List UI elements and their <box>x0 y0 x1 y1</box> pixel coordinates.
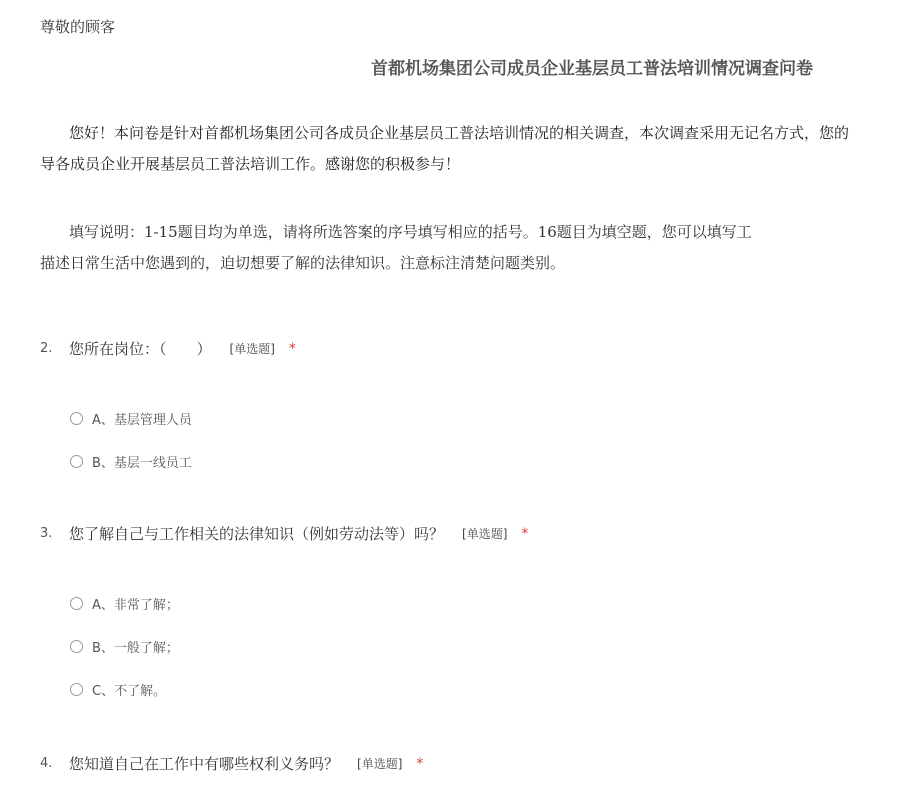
intro-line-1-text: 您好！本问卷是针对首都机场集团公司各成员企业基层员工普法培训情况的相关调查，本次调查采用无记名方式，您的 <box>69 124 850 142</box>
question-type-badge: [单选题] <box>462 527 508 541</box>
question-text: 您了解自己与工作相关的法律知识（例如劳动法等）吗？ <box>69 525 445 543</box>
intro-line-2: 导各成员企业开展基层员工普法培训工作。感谢您的积极参与！ <box>40 155 461 173</box>
option-q2-a[interactable] <box>70 409 192 428</box>
option-label: A、非常了解； <box>92 598 179 613</box>
option-label: A、基层管理人员 <box>92 413 192 428</box>
radio-button[interactable] <box>70 455 83 468</box>
option-label: B、一般了解； <box>92 641 179 656</box>
question-3 <box>40 523 528 544</box>
instructions-line-1 <box>40 217 900 248</box>
option-label: C、不了解。 <box>92 684 167 699</box>
survey-title: 首都机场集团公司成员企业基层员工普法培训情况调查问卷 <box>371 59 813 79</box>
greeting-text: 尊敬的顾客 <box>40 18 116 36</box>
question-4 <box>40 753 423 774</box>
question-type-badge: [单选题] <box>229 342 275 356</box>
intro-paragraph <box>40 118 900 180</box>
intro-line-1 <box>40 118 900 149</box>
required-marker: * <box>416 755 424 772</box>
instructions-paragraph <box>40 217 900 279</box>
instructions-line-1-text: 填写说明：1-15题目均为单选，请将所选答案的序号填写相应的括号。16题目为填空题，您可以填写工 <box>69 223 752 241</box>
radio-button[interactable] <box>70 412 83 425</box>
instructions-line-2: 描述日常生活中您遇到的，迫切想要了解的法律知识。注意标注清楚问题类别。 <box>40 254 566 272</box>
question-2 <box>40 338 296 359</box>
option-q3-a[interactable] <box>70 594 179 613</box>
question-text: 您所在岗位：（ ） <box>69 340 212 358</box>
option-q3-b[interactable] <box>70 637 179 656</box>
option-q3-c[interactable] <box>70 680 166 699</box>
radio-button[interactable] <box>70 597 83 610</box>
question-number: 4. <box>40 756 53 771</box>
question-type-badge: [单选题] <box>357 757 403 771</box>
option-label: B、基层一线员工 <box>92 456 192 471</box>
question-number: 2. <box>40 341 53 356</box>
radio-button[interactable] <box>70 683 83 696</box>
question-number: 3. <box>40 526 53 541</box>
required-marker: * <box>288 340 296 357</box>
option-q2-b[interactable] <box>70 452 192 471</box>
question-text: 您知道自己在工作中有哪些权利义务吗？ <box>69 755 340 773</box>
required-marker: * <box>521 525 529 542</box>
radio-button[interactable] <box>70 640 83 653</box>
